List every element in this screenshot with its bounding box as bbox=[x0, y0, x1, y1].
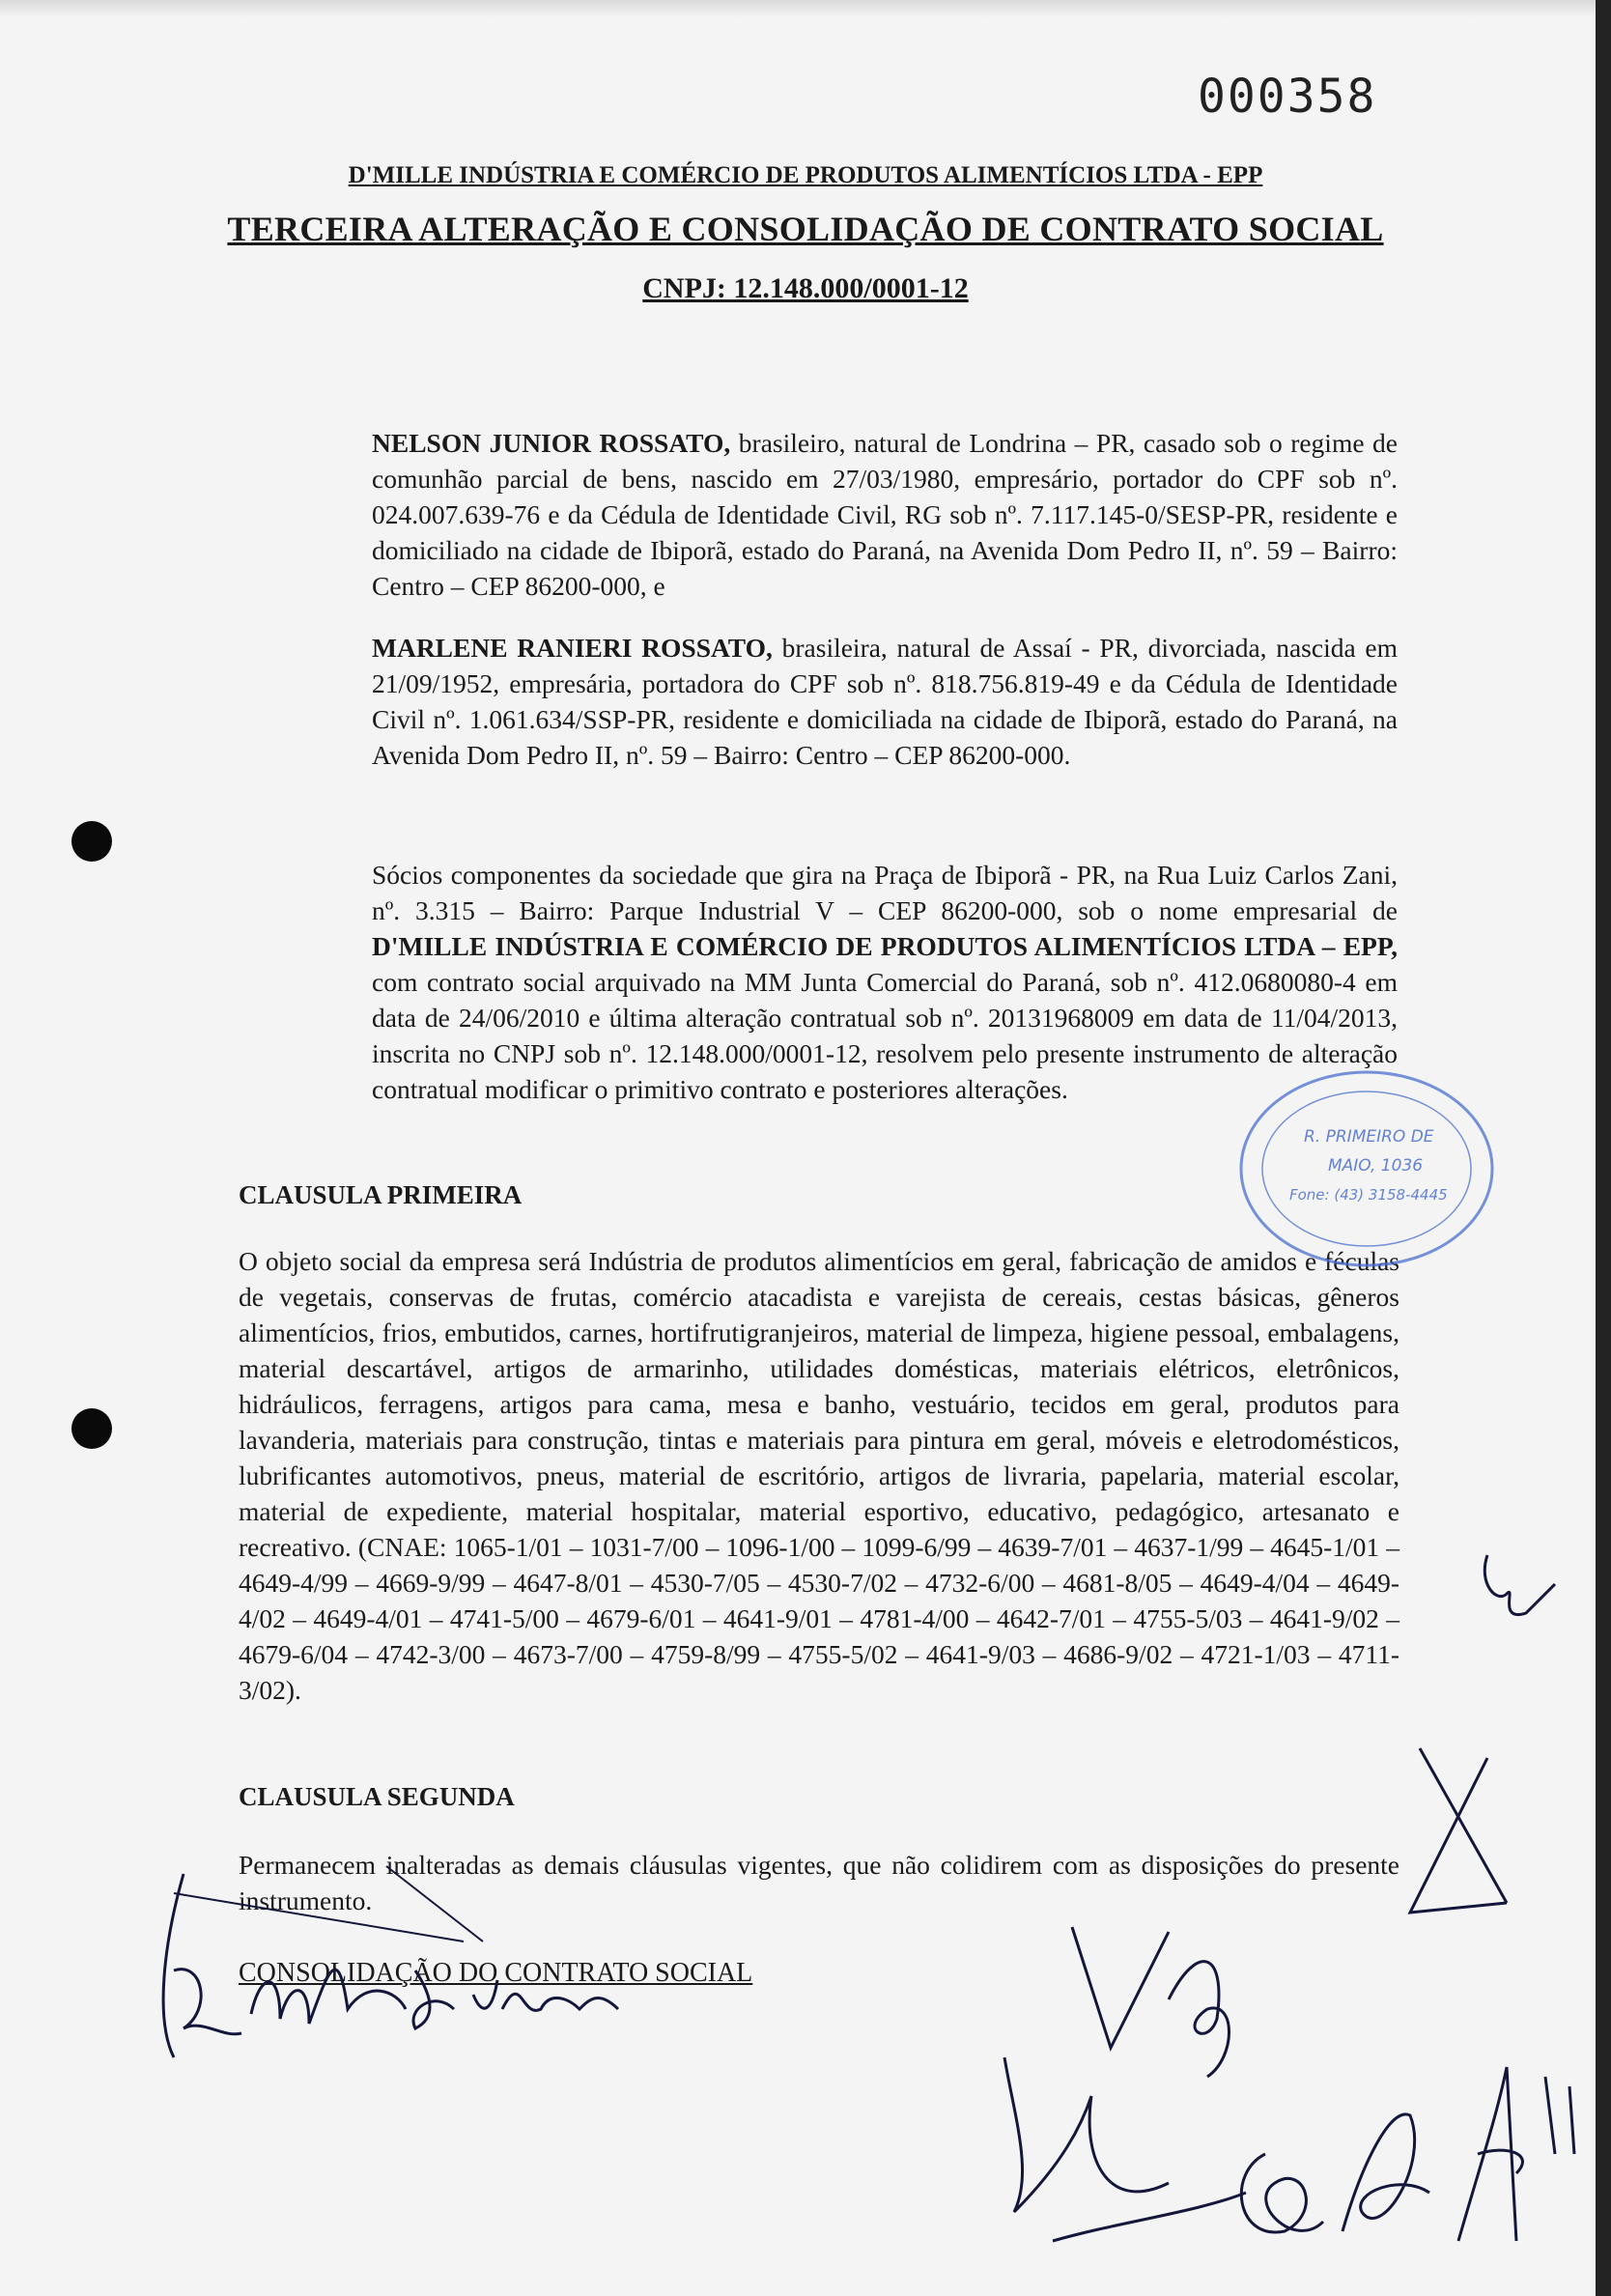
consolidation-heading: CONSOLIDAÇÃO DO CONTRATO SOCIAL bbox=[239, 1958, 753, 1988]
handwritten-signatures bbox=[975, 1922, 1594, 2280]
company-header: D'MILLE INDÚSTRIA E COMÉRCIO DE PRODUTOS ALIMENTÍCIOS LTDA - EPP bbox=[348, 162, 1263, 188]
cross-signature bbox=[1400, 1739, 1516, 1922]
clause-heading: CLAUSULA PRIMEIRA bbox=[239, 1180, 523, 1209]
partner-paragraph bbox=[372, 425, 1398, 604]
clause-text: Permanecem inalteradas as demais cláusulas vigentes, que não colidirem com as disposições do presente instrumento. bbox=[239, 1850, 1399, 1915]
punch-hole bbox=[71, 821, 112, 862]
punch-hole bbox=[71, 1408, 112, 1449]
handwritten-signatures bbox=[145, 1864, 647, 2115]
intro-text: com contrato social arquivado na MM Junta Comercial do Paraná, sob nº. 412.0680080-4 em data de 24/06/2010 e última alteração contratual sob nº. 20131968009 em data de 11/04/2013, inscrita no CNPJ sob nº. 12.148.000/0001-12, resolvem pelo presente instrumento de alteração contratual modificar o primitivo contrato e posteriores alterações. bbox=[372, 967, 1398, 1104]
company-name-bold: D'MILLE INDÚSTRIA E COMÉRCIO DE PRODUTOS ALIMENTÍCIOS LTDA – EPP, bbox=[372, 931, 1398, 961]
intro-text: Sócios componentes da sociedade que gira na Praça de Ibiporã - PR, na Rua Luiz Carlos Zani, nº. 3.315 – Bairro: Parque Industrial V – CEP 86200-000, sob o nome empresarial de bbox=[372, 860, 1398, 925]
partner-paragraph bbox=[372, 630, 1398, 773]
scan-edge bbox=[1596, 0, 1611, 2296]
document-title: TERCEIRA ALTERAÇÃO E CONSOLIDAÇÃO DE CONTRATO SOCIAL bbox=[227, 210, 1384, 248]
stamp-line: MAIO, 1036 bbox=[1328, 1156, 1424, 1176]
initials-signature bbox=[1468, 1545, 1565, 1642]
stamp-line: R. PRIMEIRO DE bbox=[1304, 1127, 1434, 1147]
page-number: 000358 bbox=[1198, 70, 1377, 124]
scan-top-shadow bbox=[0, 0, 1596, 17]
partner-name: NELSON JUNIOR ROSSATO, bbox=[372, 428, 731, 458]
clause-text: O objeto social da empresa será Indústria de produtos alimentícios em geral, fabricação de amidos e féculas de vegetais, conservas de frutas, comércio atacadista e varejista de cereais, cestas básicas, gêneros alimentícios, frios, embutidos, carnes, hortifrutigranjeiros, material de limpeza, higiene pessoal, embalagens, material descartável, artigos de armarinho, utilidades domésticas, materiais elétricos, eletrônicos, hidráulicos, ferragens, artigos para cama, mesa e banho, vestuário, tecidos em geral, produtos para lavanderia, materiais para construção, tintas e materiais para pintura em geral, móveis e eletrodomésticos, lubrificantes automotivos, pneus, material de escritório, artigos de livraria, papelaria, material escolar, material de expediente, material hospitalar, material esportivo, educativo, pedagógico, artesanato e recreativo. (CNAE: 1065-1/01 – 1031-7/00 – 1096-1/00 – 1099-6/99 – 4639-7/01 – 4637-1/99 – 4645-1/01 – 4649-4/99 – 4669-9/99 – 4647-8/01 – 4530-7/05 – 4530-7/02 – 4732-6/00 – 4681-8/05 – 4649-4/04 – 4649-4/02 – 4649-4/01 – 4741-5/00 – 4679-6/01 – 4641-9/01 – 4781-4/00 – 4642-7/01 – 4755-5/03 – 4641-9/02 – 4679-6/04 – 4742-3/00 – 4673-7/00 – 4759-8/99 – 4755-5/02 – 4641-9/03 – 4686-9/02 – 4721-1/03 – 4711-3/02). bbox=[239, 1246, 1399, 1705]
stamp-line: Fone: (43) 3158-4445 bbox=[1289, 1186, 1448, 1204]
partner-details: brasileiro, natural de Londrina – PR, casado sob o regime de comunhão parcial de bens, nascido em 27/03/1980, empresário, portador do CPF sob nº. 024.007.639-76 e da Cédula de Identidade Civil, RG sob nº. 7.117.145-0/SESP-PR, residente e domiciliado na cidade de Ibiporã, estado do Paraná, na Avenida Dom Pedro II, nº. 59 – Bairro: Centro – CEP 86200-000, e bbox=[372, 428, 1399, 601]
partner-name: MARLENE RANIERI ROSSATO, bbox=[372, 633, 773, 663]
partner-details: brasileira, natural de Assaí - PR, divorciada, nascida em 21/09/1952, empresária, portadora do CPF sob nº. 818.756.819-49 e da Cédula de Identidade Civil nº. 1.061.634/SSP-PR, residente e domiciliada na cidade de Ibiporã, estado do Paraná, na Avenida Dom Pedro II, nº. 59 – Bairro: Centro – CEP 86200-000. bbox=[372, 633, 1398, 770]
cnpj-header: CNPJ: 12.148.000/0001-12 bbox=[642, 272, 969, 304]
notary-stamp bbox=[1222, 1053, 1512, 1285]
clause-heading: CLAUSULA SEGUNDA bbox=[239, 1782, 515, 1811]
